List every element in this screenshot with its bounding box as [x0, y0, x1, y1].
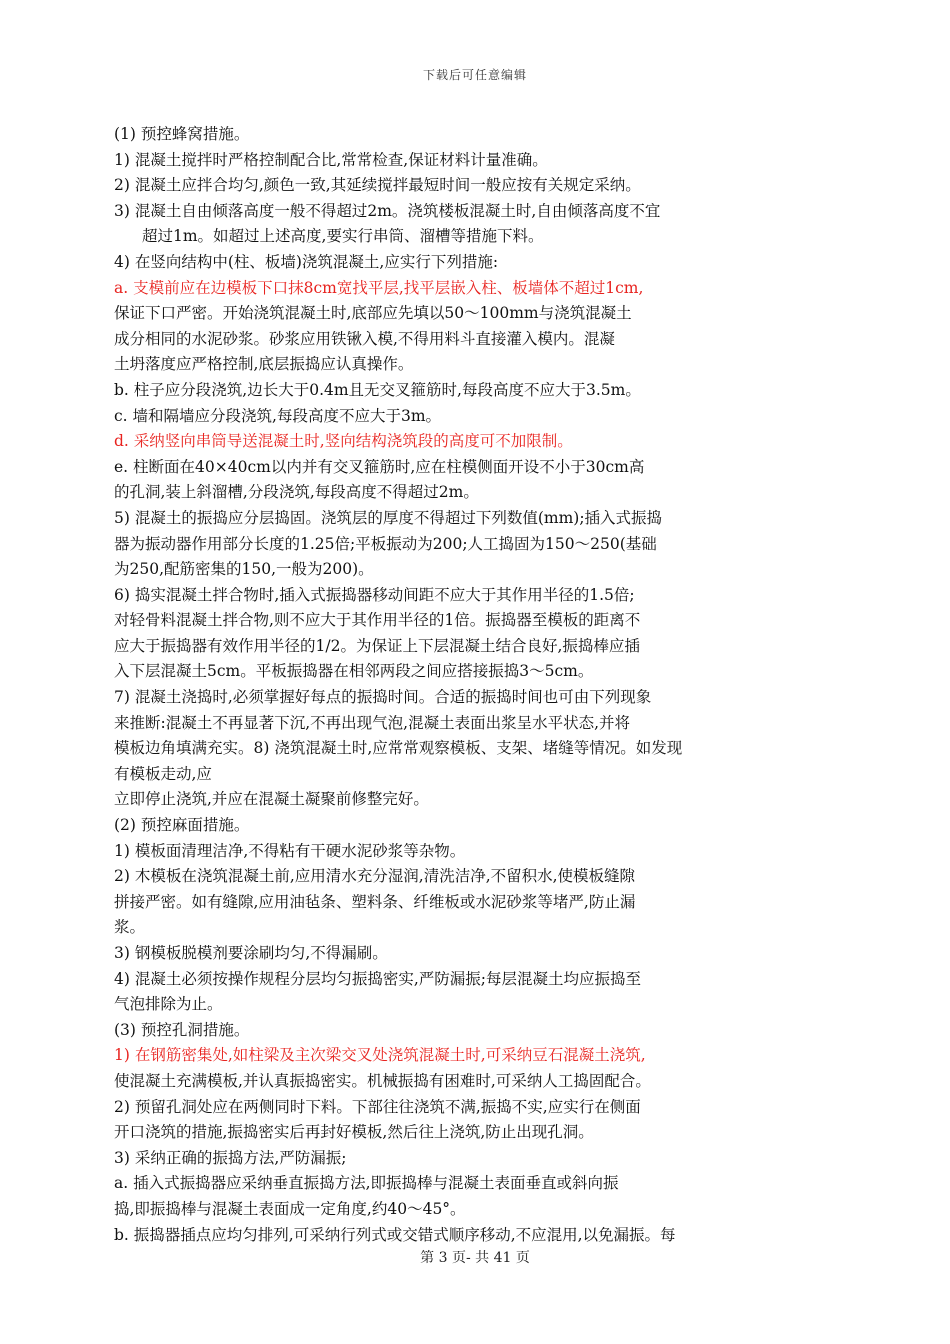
- text-line: 器为振动器作用部分长度的1.25倍;平板振动为200;人工捣固为150～250(基础: [114, 534, 657, 553]
- text-line: 7) 混凝土浇捣时,必须掌握好每点的振捣时间。合适的振捣时间也可由下列现象: [114, 688, 652, 707]
- text-line: 气泡排除为止。: [114, 995, 223, 1014]
- text-line: 为250,配筋密集的150,一般为200)。: [114, 560, 374, 579]
- text-line: 模板边角填满充实。8) 浇筑混凝土时,应常常观察模板、支架、堵缝等情况。如发现: [114, 739, 683, 758]
- text-line: 应大于振捣器有效作用半径的1/2。为保证上下层混凝土结合良好,振捣棒应插: [114, 636, 640, 655]
- text-line: (3) 预控孔洞措施。: [114, 1020, 250, 1039]
- text-line: (1) 预控蜂窝措施。: [114, 125, 250, 143]
- text-line: 3) 混凝土自由倾落高度一般不得超过2m。浇筑楼板混凝土时,自由倾落高度不宜: [114, 201, 661, 220]
- text-line: 2) 混凝土应拌合均匀,颜色一致,其延续搅拌最短时间一般应按有关规定采纳。: [114, 176, 641, 195]
- text-line: (2) 预控麻面措施。: [114, 816, 250, 835]
- text-line: 对轻骨料混凝土拌合物,则不应大于其作用半径的1倍。振捣器至模板的距离不: [114, 611, 641, 630]
- text-line: 4) 混凝土必须按操作规程分层均匀振捣密实,严防漏振;每层混凝土均应振捣至: [114, 969, 641, 988]
- text-line: 成分相同的水泥砂浆。砂浆应用铁锹入模,不得用料斗直接灌入模内。混凝: [114, 329, 615, 348]
- text-line: 有模板走动,应: [114, 764, 212, 783]
- text-line: 立即停止浇筑,并应在混凝土凝聚前修整完好。: [114, 790, 429, 809]
- document-body: [114, 122, 826, 1248]
- text-line: 开口浇筑的措施,振捣密实后再封好模板,然后往上浇筑,防止出现孔洞。: [114, 1123, 594, 1142]
- text-line: 入下层混凝土5cm。平板振捣器在相邻两段之间应搭接振捣3～5cm。: [114, 662, 594, 681]
- text-line: 5) 混凝土的振捣应分层捣固。浇筑层的厚度不得超过下列数值(mm);插入式振捣: [114, 508, 663, 527]
- text-line: 捣,即振捣棒与混凝土表面成一定角度,约40～45°。: [114, 1199, 466, 1218]
- page-footer: 第 3 页- 共 41 页: [420, 1250, 530, 1266]
- text-line: 拼接严密。如有缝隙,应用油毡条、塑料条、纤维板或水泥砂浆等堵严,防止漏: [114, 892, 636, 911]
- text-line: a. 插入式振捣器应采纳垂直振捣方法,即振捣棒与混凝土表面垂直或斜向振: [114, 1174, 619, 1193]
- text-line: 的孔洞,装上斜溜槽,分段浇筑,每段高度不得超过2m。: [114, 483, 479, 502]
- text-line: e. 柱断面在40×40cm以内并有交叉箍筋时,应在柱模侧面开设不小于30cm高: [114, 457, 645, 476]
- text-line: 1) 混凝土搅拌时严格控制配合比,常常检查,保证材料计量准确。: [114, 150, 548, 169]
- text-line: 来推断:混凝土不再显著下沉,不再出现气泡,混凝土表面出浆呈水平状态,并将: [114, 713, 631, 732]
- text-line: 使混凝土充满模板,并认真振捣密实。机械振捣有困难时,可采纳人工捣固配合。: [114, 1071, 651, 1090]
- text-line: d. 采纳竖向串筒导送混凝土时,竖向结构浇筑段的高度可不加限制。: [114, 432, 573, 451]
- text-line: 4) 在竖向结构中(柱、板墙)浇筑混凝土,应实行下列措施:: [114, 252, 499, 271]
- text-line: b. 柱子应分段浇筑,边长大于0.4m且无交叉箍筋时,每段高度不应大于3.5m。: [114, 380, 641, 399]
- text-line: 6) 捣实混凝土拌合物时,插入式振捣器移动间距不应大于其作用半径的1.5倍;: [114, 585, 635, 604]
- text-line: 超过1m。如超过上述高度,要实行串筒、溜槽等措施下料。: [142, 227, 544, 246]
- text-line: 土坍落度应严格控制,底层振捣应认真操作。: [114, 355, 414, 374]
- page-header: 下载后可任意编辑: [422, 68, 527, 82]
- text-line: 1) 在钢筋密集处,如柱梁及主次梁交叉处浇筑混凝土时,可采纳豆石混凝土浇筑,: [114, 1046, 646, 1065]
- text-line: b. 振捣器插点应均匀排列,可采纳行列式或交错式顺序移动,不应混用,以免漏振。每: [114, 1225, 676, 1244]
- text-line: 3) 钢模板脱模剂要涂刷均匀,不得漏刷。: [114, 944, 388, 962]
- text-line: 3) 采纳正确的振捣方法,严防漏振;: [114, 1148, 347, 1167]
- text-line: c. 墙和隔墙应分段浇筑,每段高度不应大于3m。: [114, 406, 442, 425]
- text-line: 1) 模板面清理洁净,不得粘有干硬水泥砂浆等杂物。: [114, 841, 466, 860]
- text-line: 保证下口严密。开始浇筑混凝土时,底部应先填以50～100mm与浇筑混凝土: [114, 304, 632, 323]
- text-line: 2) 预留孔洞处应在两侧同时下料。下部往往浇筑不满,振捣不实,应实行在侧面: [114, 1097, 641, 1116]
- text-line: 浆。: [114, 918, 146, 937]
- text-line: a. 支模前应在边模板下口抹8cm宽找平层,找平层嵌入柱、板墙体不超过1cm,: [114, 278, 644, 297]
- text-line: 2) 木模板在浇筑混凝土前,应用清水充分湿润,清洗洁净,不留积水,使模板缝隙: [114, 867, 636, 886]
